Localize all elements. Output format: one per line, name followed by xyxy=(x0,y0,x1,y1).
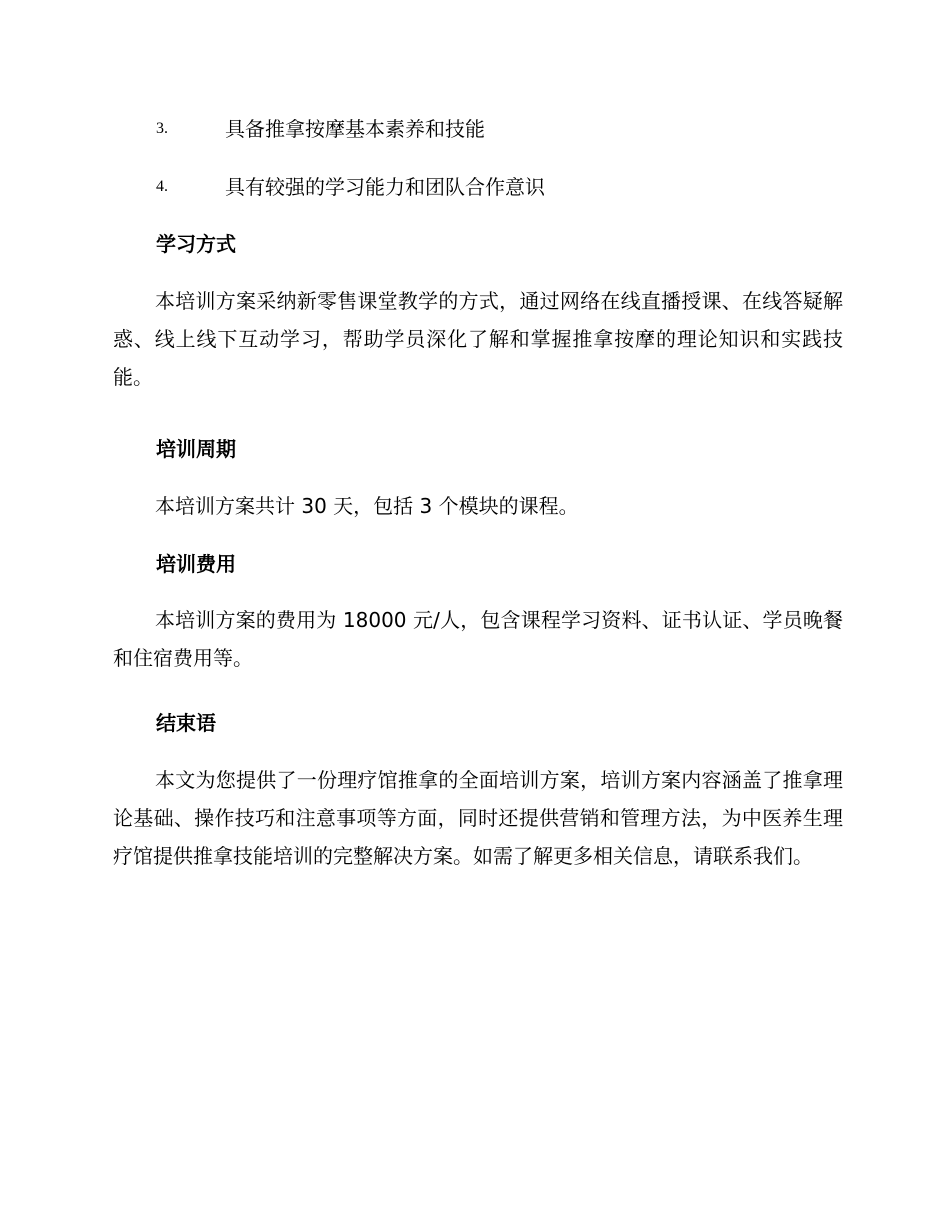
paragraph-conclusion: 本文为您提供了一份理疗馆推拿的全面培训方案，培训方案内容涵盖了推拿理论基础、操作技巧和注意事项等方面，同时还提供营销和管理方法，为中医养生理疗馆提供推拿技能培训的完整解决方案。如需了解更多相关信息，请联系我们。 xyxy=(113,768,843,868)
heading-training-period: 培训周期 xyxy=(156,437,236,461)
list-item-number: 4. xyxy=(156,178,168,195)
list-item-number: 3. xyxy=(156,120,168,137)
heading-conclusion: 结束语 xyxy=(156,711,216,735)
paragraph-training-fee: 本培训方案的费用为 18000 元/人，包含课程学习资料、证书认证、学员晚餐和住宿费用等。 xyxy=(113,608,843,670)
heading-study-method: 学习方式 xyxy=(156,232,236,256)
paragraph-study-method: 本培训方案采纳新零售课堂教学的方式，通过网络在线直播授课、在线答疑解惑、线上线下互动学习，帮助学员深化了解和掌握推拿按摩的理论知识和实践技能。 xyxy=(113,289,843,389)
list-item-3 xyxy=(0,114,950,144)
list-item-text: 具备推拿按摩基本素养和技能 xyxy=(225,117,485,141)
list-item-4 xyxy=(0,172,950,202)
list-item-text: 具有较强的学习能力和团队合作意识 xyxy=(225,175,545,199)
heading-training-fee: 培训费用 xyxy=(156,552,236,576)
paragraph-training-period: 本培训方案共计 30 天，包括 3 个模块的课程。 xyxy=(155,494,579,518)
